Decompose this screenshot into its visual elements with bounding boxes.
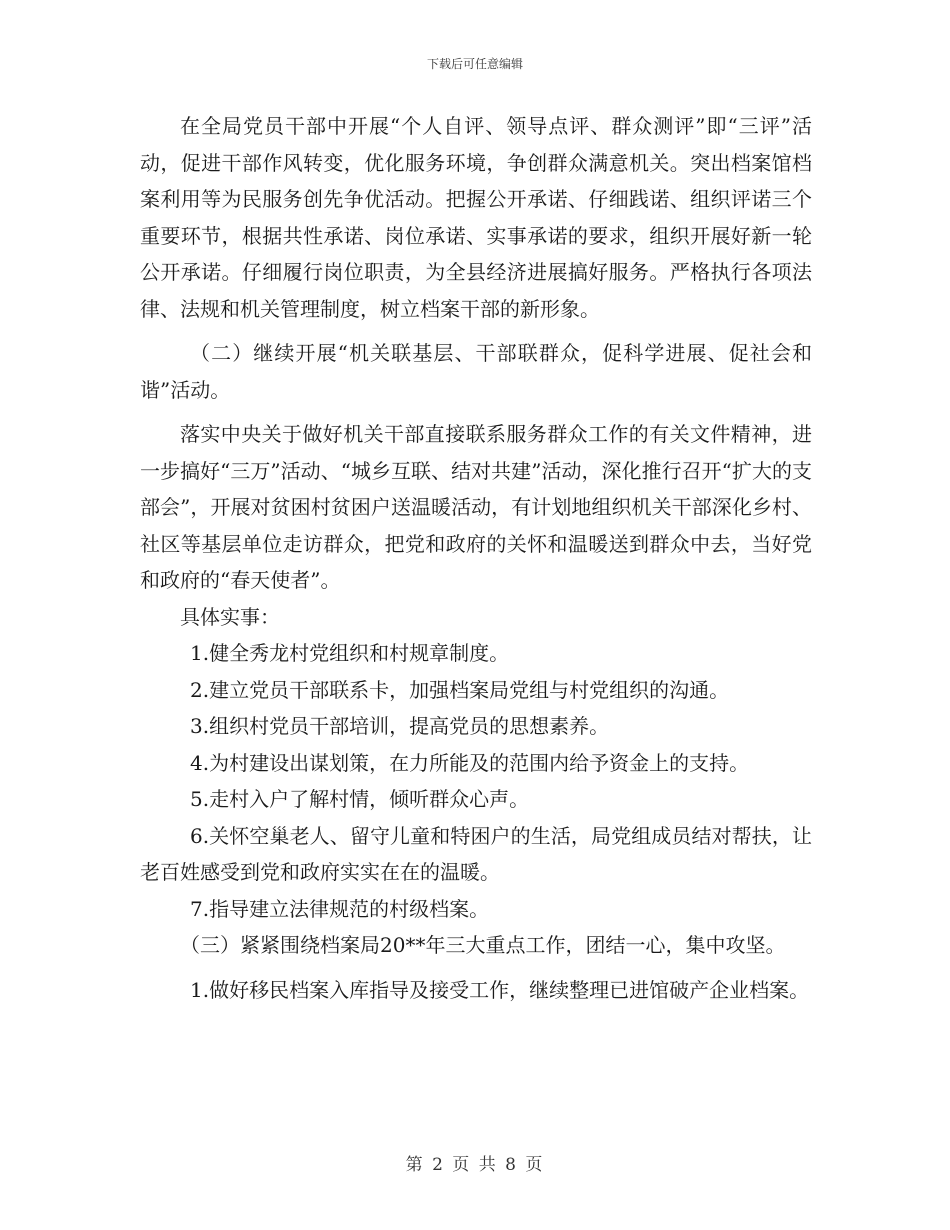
list-item-6: 6.关怀空巢老人、留守儿童和特困户的生活，局党组成员结对帮扶，让老百姓感受到党和政府实实在在的温暖。 [140,823,812,884]
paragraph-sanping: 在全局党员干部中开展“个人自评、领导点评、群众测评”即“三评”活动，促进干部作风转变，优化服务环境，争创群众满意机关。突出档案馆档案利用等为民服务创先争优活动。把握公开承诺、仔细践诺、组织评诺三个重要环节，根据共性承诺、岗位承诺、实事承诺的要求，组织开展好新一轮公开承诺。仔细履行岗位职责，为全县经济进展搞好服务。严格执行各项法律、法规和机关管理制度，树立档案干部的新形象。 [140,114,812,321]
list-item-3: 3.组织村党员干部培训，提高党员的思想素养。 [190,714,610,738]
list-item-2: 2.建立党员干部联系卡，加强档案局党组与村党组织的沟通。 [190,677,730,702]
paragraph-migrant-archives: 1.做好移民档案入库指导及接受工作，继续整理已进馆破产企业档案。 [190,977,810,1002]
list-item-5: 5.走村入户了解村情，倾听群众心声。 [190,787,530,811]
list-item-7: 7.指导建立法律规范的村级档案。 [190,896,490,921]
paragraph-liaison: 落实中央关于做好机关干部直接联系服务群众工作的有关文件精神，进一步搞好“三万”活动、“城乡互联、结对共建”活动，深化推行召开“扩大的支部会”，开展对贫困村贫困户送温暖活动，有计划地组织机关干部深化乡村、社区等基层单位走访群众，把党和政府的关怀和温暖送到群众中去，当好党和政府的“春天使者”。 [140,422,812,592]
list-intro: 具体实事： [180,604,280,629]
document-body [140,108,812,1008]
list-item-4: 4.为村建设出谋划策，在力所能及的范围内给予资金上的支持。 [190,750,750,775]
page-number: 第 2 页 共 8 页 [405,1155,545,1175]
section-heading-2: （二）继续开展“机关联基层、干部联群众，促科学进展、促社会和谐”活动。 [140,341,812,402]
section-heading-3: （三）紧紧围绕档案局20**年三大重点工作，团结一心，集中攻坚。 [180,933,786,957]
page-header: 下载后可任意编辑 [426,57,523,71]
list-item-1: 1.健全秀龙村党组织和村规章制度。 [190,641,510,665]
